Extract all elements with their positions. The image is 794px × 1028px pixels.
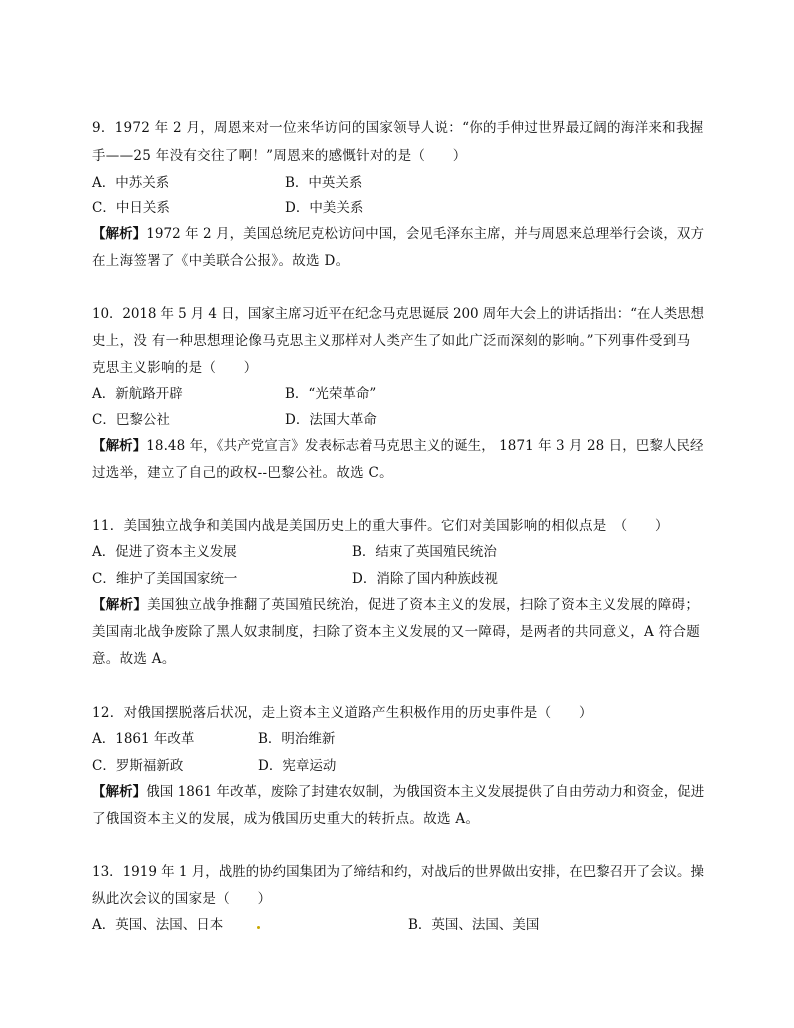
q9-stem-line2: 手——25 年没有交往了啊！”周恩来的感慨针对的是（ ） [92,148,467,164]
q9-analysis-text1: 1972 年 2 月，美国总统尼克松访问中国，会见毛泽东主席，并与周恩来总理举行会谈，双方 [146,226,705,242]
analysis-tag: 【解析】 [92,226,147,242]
q12-option-d: D．宪章运动 [258,758,337,774]
q9-option-c: C．中日关系 [92,200,170,216]
q10-stem-line1: 10．2018 年 5 月 4 日，国家主席习近平在纪念马克思诞辰 200 周年大会上的讲话指出：“在人类思想 [92,306,704,322]
q11-option-b: B．结束了英国殖民统治 [352,544,497,560]
q9-stem-line1: 9．1972 年 2 月，周恩来对一位来华访问的国家领导人说：“你的手伸过世界最辽阔的海洋来和我握 [92,120,704,136]
q10-option-d: D．法国大革命 [285,412,377,428]
q11-analysis-line3: 意。故选 A。 [92,651,176,667]
q10-stem-line2: 史上，没 有一种思想理论像马克思主义那样对人类产生了如此广泛而深刻的影响。”下列事件受到马 [92,333,691,349]
q12-analysis-text1: 俄国 1861 年改革，废除了封建农奴制，为俄国资本主义发展提供了自由劳动力和资金，促进 [146,784,705,800]
analysis-tag: 【解析】 [92,784,147,800]
q11-analysis-line1 [92,595,699,615]
q11-analysis-text1: 美国独立战争推翻了英国殖民统治，促进了资本主义的发展，扫除了资本主义发展的障碍； [147,597,700,613]
stray-mark [257,926,260,929]
q11-stem-line1: 11．美国独立战争和美国内战是美国历史上的重大事件。它们对美国影响的相似点是 （ ） [92,518,669,534]
analysis-tag: 【解析】 [92,597,148,613]
q12-option-b: B．明治维新 [258,731,336,747]
q9-option-a: A．中苏关系 [92,175,170,191]
q13-option-a: A．英国、法国、日本 [92,917,224,933]
q9-option-b: B．中英关系 [285,175,363,191]
q12-option-a: A．1861 年改革 [92,731,195,747]
q12-analysis-line2: 了俄国资本主义的发展，成为俄国历史重大的转折点。故选 A。 [92,811,480,827]
q13-stem-line1: 13．1919 年 1 月，战胜的协约国集团为了缔结和约，对战后的世界做出安排，在巴黎召开了会议。操 [92,864,704,880]
q10-analysis-line2: 过选举，建立了自己的政权--巴黎公社。故选 C。 [92,465,393,481]
q9-option-d: D．中美关系 [285,200,364,216]
q12-option-c: C．罗斯福新政 [92,758,184,774]
q13-option-b: B．英国、法国、美国 [408,917,540,933]
q11-option-d: D．消除了国内种族歧视 [352,571,498,587]
q12-stem-line1: 12．对俄国摆脱落后状况，走上资本主义道路产生积极作用的历史事件是（ ） [92,705,593,721]
q10-stem-line3: 克思主义影响的是（ ） [92,360,258,376]
q10-option-a: A．新航路开辟 [92,386,183,402]
q9-analysis-line2: 在上海签署了《中美联合公报》。故选 D。 [92,253,350,269]
q11-option-a: A．促进了资本主义发展 [92,544,237,560]
q11-analysis-line2: 美国南北战争废除了黑人奴隶制度，扫除了资本主义发展的又一障碍，是两者的共同意义，A 符合题 [92,624,701,640]
q10-analysis-text1: 18.48 年，《共产党宣言》发表标志着马克思主义的诞生， 1871 年 3 月 28 日，巴黎人民经 [146,438,704,454]
analysis-tag: 【解析】 [92,438,147,454]
q10-option-c: C．巴黎公社 [92,412,170,428]
q10-option-b: B．“光荣革命” [285,386,377,402]
q10-analysis-line1 [92,436,704,456]
q9-analysis-line1 [92,224,704,244]
q12-analysis-line1 [92,782,704,802]
q11-option-c: C．维护了美国国家统一 [92,571,238,587]
q13-stem-line2: 纵此次会议的国家是（ ） [92,891,272,907]
